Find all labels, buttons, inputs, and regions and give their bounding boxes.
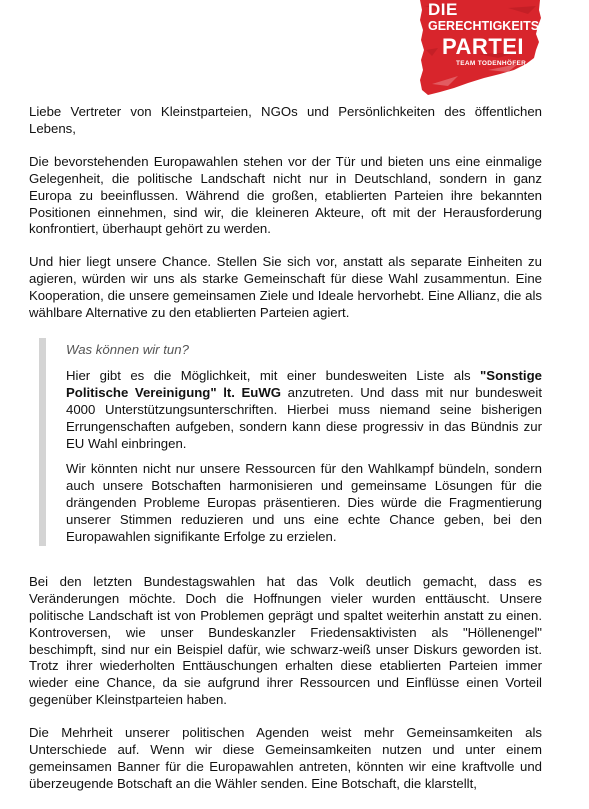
logo-line-1: DIE xyxy=(428,0,458,19)
salutation: Liebe Vertreter von Kleinstparteien, NGOs und Persönlichkeiten des öffentlichen Lebens, xyxy=(29,104,542,136)
blockquote xyxy=(39,338,542,546)
quote-p1-bold: "Sonstige Politische Vereinigung" lt. EuWG xyxy=(66,367,542,400)
logo-line-4: TEAM TODENHÖFER xyxy=(456,60,527,67)
quote-title: Was können wir tun? xyxy=(66,341,189,357)
logo-line-2: GERECHTIGKEITS- xyxy=(428,19,544,33)
quote-p1-post: anzutreten. Und dass mit nur bundesweit 4000 Unterstützungsunterschriften. Hierbei muss niemand seine bisherigen Errungenschaften aufgeben, sondern kann diese progressiv in das Bündnis zur EU Wahl einbringen. xyxy=(66,384,542,451)
paragraph-2: Und hier liegt unsere Chance. Stellen Sie sich vor, anstatt als separate Einheiten zu agieren, würden wir uns als starke Gemeinschaft für diese Wahl zusammentun. Eine Kooperation, die unsere gemeinsamen Ziele und Ideale hervorhebt. Eine Allianz, die als wählbare Alternative zu den etablierten Parteien agiert. xyxy=(29,254,542,321)
party-logo xyxy=(418,0,542,96)
paragraph-3: Bei den letzten Bundestagswahlen hat das Volk deutlich gemacht, dass es Veränderungen möchte. Doch die Hoffnungen vieler wurden enttäuscht. Unsere politische Landschaft ist von Problemen geprägt und spaltet weiterhin anstatt zu einen. Kontroversen, wie unser Bundeskanzler Friedensaktivisten als "Höllenengel" beschimpft, sind nur ein Beispiel dafür, wie schwarz-weiß unser Diskurs geworden ist. Trotz ihrer wiederholten Enttäuschungen erhalten diese etablierten Parteien immer wieder eine Chance, da sie aufgrund ihrer Ressourcen und Einflüsse einen Vorteil gegenüber Kleinstparteien haben. xyxy=(29,573,542,708)
paragraph-4: Die Mehrheit unserer politischen Agenden weist mehr Gemeinsamkeiten als Unterschiede auf. Wenn wir diese Gemeinsamkeiten nutzen und unter einem gemeinsamen Banner für die Europawahlen antreten, könnten wir eine kraftvolle und überzeugende Botschaft an die Wähler senden. Eine Botschaft, die klarstellt, xyxy=(29,725,542,791)
quote-p1-pre: Hier gibt es die Möglichkeit, mit einer bundesweiten Liste als xyxy=(66,367,481,383)
paragraph-1: Die bevorstehenden Europawahlen stehen vor der Tür und bieten uns eine einmalige Gelegenheit, die politische Landschaft nicht nur in Deutschland, sondern in ganz Europa zu beeinflussen. Während die großen, etablierten Parteien ihre bekannten Positionen einnehmen, sind wir, die kleineren Akteure, oft mit der Herausforderung konfrontiert, überhaupt gehört zu werden. xyxy=(29,153,542,237)
quote-paragraph-2: Wir könnten nicht nur unsere Ressourcen für den Wahlkampf bündeln, sondern auch unsere Botschaften harmonisieren und gemeinsame Lösungen für die drängenden Probleme Europas präsentieren. Dies würde die Fragmentierung unserer Stimmen reduzieren und uns eine echte Chance geben, bei den Europawahlen signifikante Erfolge zu erzielen. xyxy=(66,461,542,545)
logo-line-3: PARTEI xyxy=(442,34,525,59)
quote-paragraph-1 xyxy=(66,368,542,453)
letter-body xyxy=(29,104,542,809)
